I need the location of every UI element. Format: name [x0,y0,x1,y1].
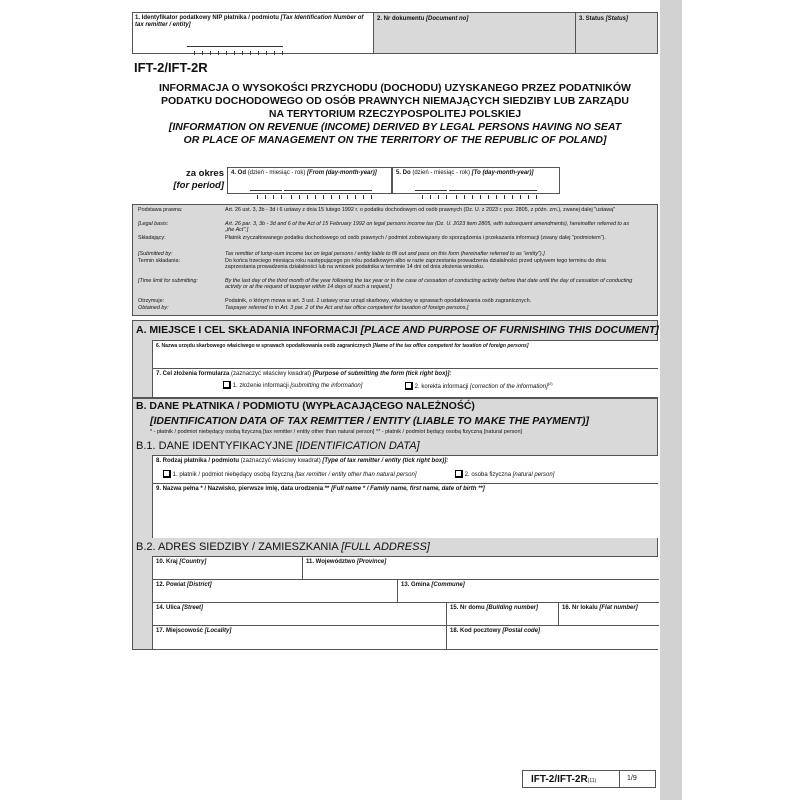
building-number-field[interactable]: 15. Nr domu [Building number] [447,603,559,626]
section-b-note: * - płatnik / podmiot niebędący osobą fizyczną [tax remitter / entity other than natural person] ** - płatnik / podmiot będący osobą fizyczną [natural person] [150,429,523,435]
flat-number-field[interactable]: 16. Nr lokalu [Flat number] [559,603,659,626]
section-b1-title: B.1. DANE IDENTYFIKACYJNE [IDENTIFICATION DATA] [136,440,420,452]
commune-field[interactable]: 13. Gmina [Commune] [398,580,659,603]
purpose-option-submit[interactable]: 1. złożenie informacji [submitting the information] [223,381,362,389]
district-field[interactable]: 12. Powiat [District] [153,580,398,603]
section-b-title-en: [IDENTIFICATION DATA OF TAX REMITTER / ENTITY (LIABLE TO MAKE THE PAYMENT)] [150,415,590,427]
full-name-field[interactable]: 9. Nazwa pełna * / Nazwisko, pierwsze imię, data urodzenia ** [Full name * / Family name, first name, date of birth **] [152,483,658,538]
purpose-option-correction[interactable]: 2. korekta informacji [correction of the information]$^{(2)}$ [405,381,553,390]
vertical-scrollbar[interactable] [660,0,682,800]
period-from-field[interactable]: 4. Od (dzień - miesiąc - rok) [From (day-month-year)] [227,167,392,194]
page-number: 1/9 [627,775,637,782]
province-field[interactable]: 11. Województwo [Province] [303,557,659,580]
country-field[interactable]: 10. Kraj [Country] [153,557,303,580]
nip-digit-ticks [187,42,283,47]
form-code: IFT-2/IFT-2R [134,60,208,75]
form-page [120,0,660,800]
checkbox-entity[interactable] [163,470,171,478]
locality-field[interactable]: 17. Miejscowość [Locality] [153,626,447,650]
remitter-type-field: 8. Rodzaj płatnika / podmiotu (zaznaczyć właściwy kwadrat) [Type of tax remitter / entity (tick right box)]: 1. płatnik / podmiot niebędący osobą fizyczną [tax remitter / entity other than natural person] 2. osoba fizyczna [natural person] [152,455,658,483]
period-label: za okres [for period] [173,168,224,191]
form-title: INFORMACJA O WYSOKOŚCI PRZYCHODU (DOCHODU) UZYSKANEGO PRZEZ PODATNIKÓW PODATKU DOCHODOWEGO OD OSÓB PRAWNYCH NIEMAJĄCYCH SIEDZIBY LUB ZARZĄDU NA TERYTORIUM RZECZYPOSPOLITEJ POLSKIEJ [INFORMATION ON REVENUE (INCOME) DERIVED BY LEGAL PERSONS HAVING NO SEAT OR PLACE OF MANAGEMENT ON THE TERRITORY OF THE REPUBLIC OF POLAND] [159,82,631,146]
section-b2-title: B.2. ADRES SIEDZIBY / ZAMIESZKANIA [FULL ADDRESS] [136,541,430,553]
document-number-field: 2. Nr dokumentu [Document no] [374,13,576,53]
section-b-title: B. DANE PŁATNIKA / PODMIOTU (WYPŁACAJĄCEGO NALEŻNOŚĆ) [136,400,475,412]
nip-field[interactable]: 1. Identyfikator podatkowy NIP płatnika / podmiotu [Tax Identification Number of tax remitter / entity] [132,12,374,54]
footer-box [522,770,656,788]
checkbox-correction[interactable] [405,382,413,390]
legal-info-block: Podstawa prawna: Art. 26 ust. 3, 3b - 3d i 6 ustawy z dnia 15 lutego 1992 r. o podatku dochodowym od osób prawnych (Dz. U. z 2023 r. poz. 2805, z późn. zm.), zwanej dalej "ustawą" [Legal basis: Art. 26 par. 3, 3b - 3d and 6 of the Act of 15 February 1992 on legal persons income tax (Dz. U. 2023 item 2805, with subsequent amendments), hereinafter referred to as „the Act".] Składający: Płatnik zryczałtowanego podatku dochodowego od osób prawnych / podmiot zobowiązany do sporządzenia i przekazania informacji (zwany dalej "podmiotem"). [Submitted by: Tax remitter of lump-sum income tax on legal persons / entity liable to fill out and pass on this form (hereinafter referred to as "entity").] Termin składania: Do końca trzeciego miesiąca roku następującego po roku podatkowym albo w razie zaprzestania prowadzenia działalności przed upływem tego terminu do dnia zaprzestania prowadzenia działalności lub na wniosek podatnika w terminie 14 dni od dnia złożenia wniosku. [Time limit for submitting: By the last day of the third month of the year following the tax year or in the case of cessation of conducting activity before that date until the day of cessation of conducting activity or at the request of taxpayer within 14 days of such a request.] Otrzymuje: Podatnik, o którym mowa w art. 3 ust. 2 ustawy oraz urząd skarbowy, właściwy w sprawach opodatkowania osób zagranicznych. Obtained by: Taxpayer referred to in Art. 3 par. 2 of the Act and tax office competent for taxation of foreign persons.] [132,204,658,316]
checkbox-submit[interactable] [223,381,231,389]
footer-form-code: IFT-2/IFT-2R(11) [531,774,597,785]
tax-office-name-field[interactable]: 6. Nazwa urzędu skarbowego właściwego w sprawach opodatkowania osób zagranicznych [Name of the tax office competent for taxation of foreign persons] [152,340,658,368]
purpose-field: 7. Cel złożenia formularza (zaznaczyć właściwy kwadrat) [Purpose of submitting the form (tick right box)]: 1. złożenie informacji [submitting the information] 2. korekta informacji [correction of the information]$^{(2)}$ [152,368,658,397]
postal-code-field[interactable]: 18. Kod pocztowy [Postal code] [450,628,541,634]
section-a-title: A. MIEJSCE I CEL SKŁADANIA INFORMACJI [PLACE AND PURPOSE OF FURNISHING THIS DOCUMENT] [136,324,659,336]
address-grid [152,556,658,649]
checkbox-natural-person[interactable] [455,470,463,478]
remitter-type-option-natural-person[interactable]: 2. osoba fizyczna [natural person] [455,470,554,478]
status-field: 3. Status [Status] [576,13,657,53]
remitter-type-option-entity[interactable]: 1. płatnik / podmiot niebędący osobą fizyczną [tax remitter / entity other than natural person] [163,470,417,478]
period-to-field[interactable]: 5. Do (dzień - miesiąc - rok) [To (day-month-year)] [392,167,560,194]
street-field[interactable]: 14. Ulica [Street] [153,603,447,626]
